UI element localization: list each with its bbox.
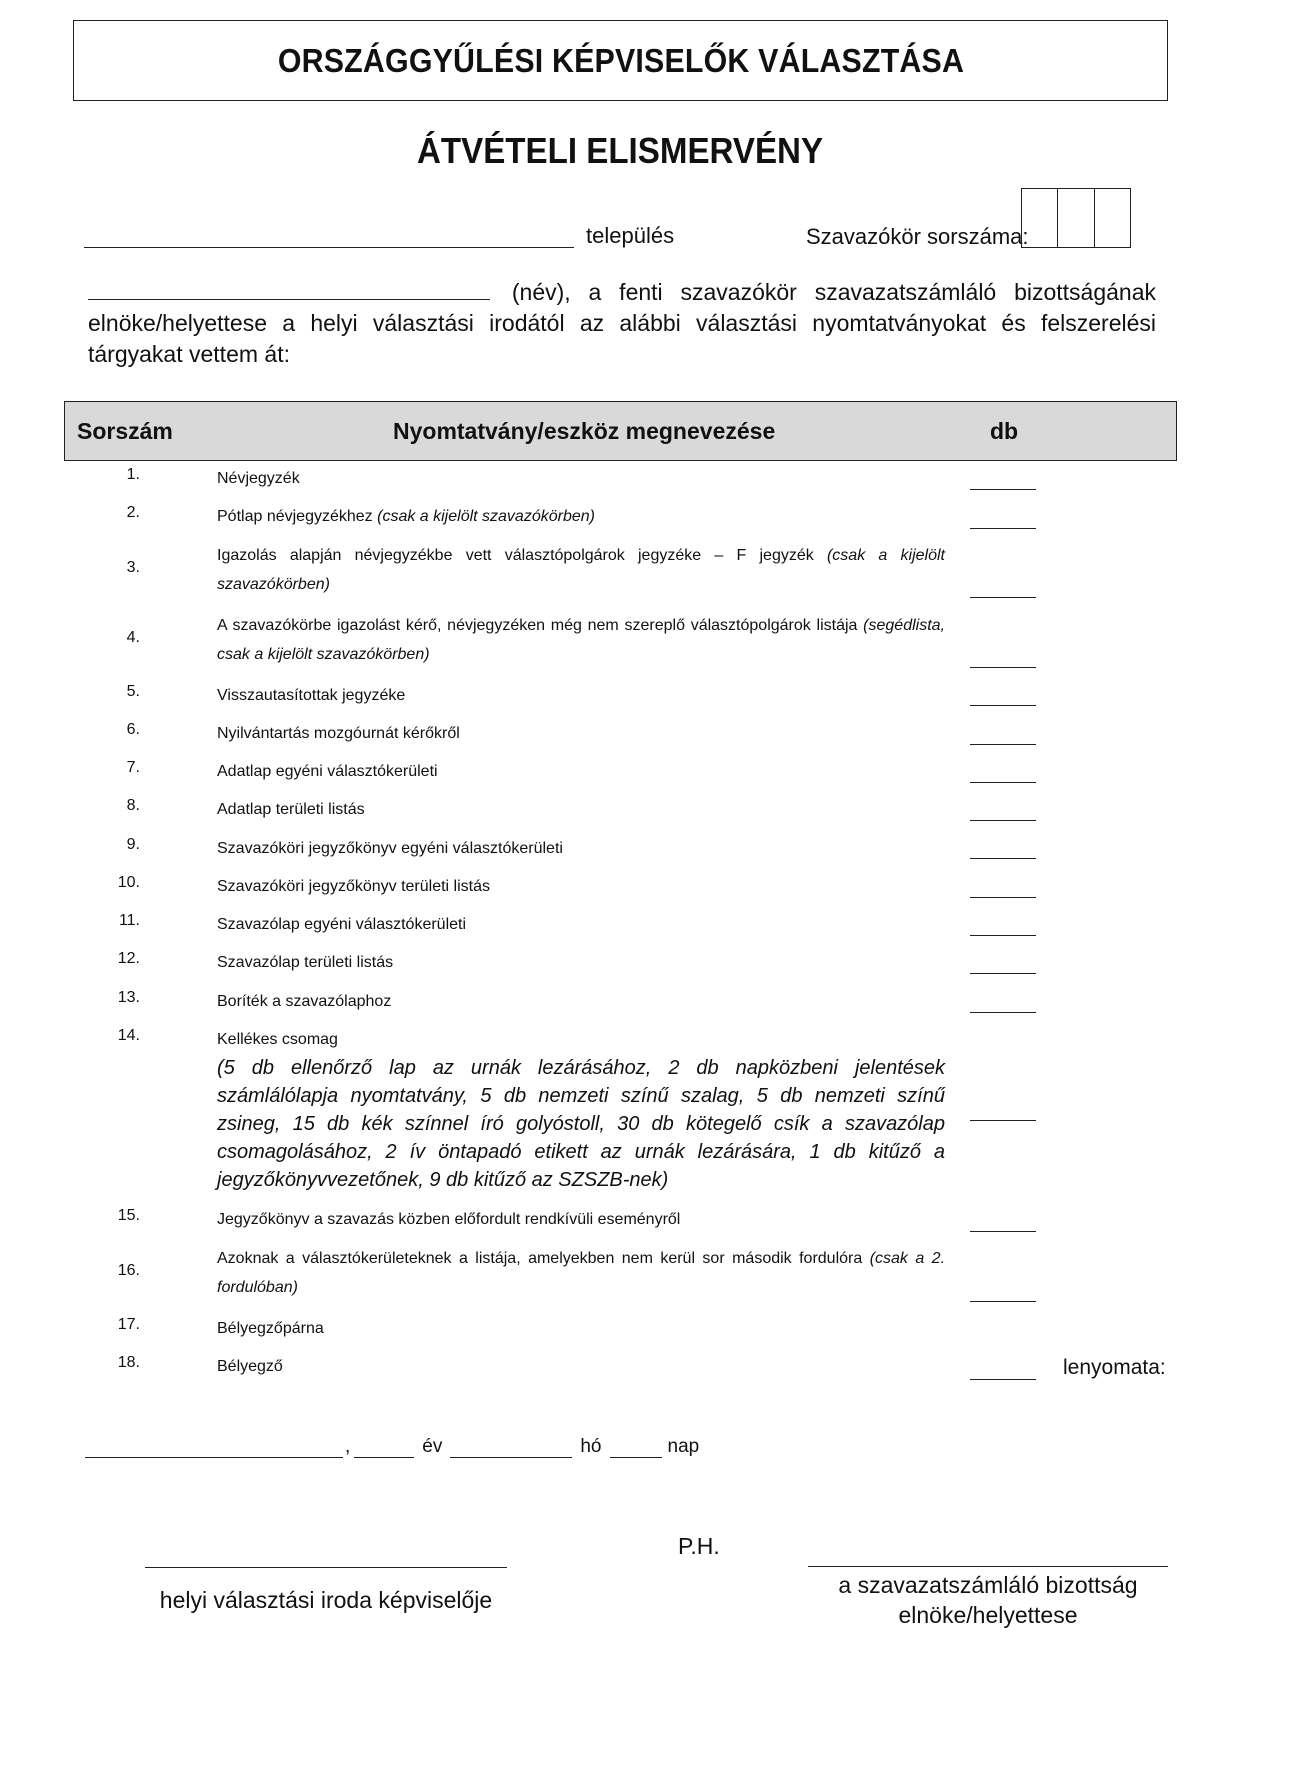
row-item-label: Adatlap területi listás [217,801,365,818]
row-number: 2. [126,504,140,521]
row-item-name [217,1025,945,1194]
row-quantity-field[interactable] [970,744,1036,745]
row-item-label: Visszautasítottak jegyzéke [217,687,406,704]
date-place-field[interactable] [85,1443,343,1458]
row-quantity-field[interactable] [970,528,1036,529]
serial-digit-1[interactable] [1022,189,1058,247]
row-item-name [217,1244,945,1302]
name-field[interactable] [88,279,490,300]
row-item-note: (csak a kijelölt szavazókörben) [217,547,945,593]
row-item-label: Pótlap névjegyzékhez [217,508,378,525]
header-title: ORSZÁGGYŰLÉSI KÉPVISELŐK VÁLASZTÁSA [277,41,964,79]
row-number: 16. [117,1262,140,1279]
row-number: 13. [117,989,140,1006]
row-item-name [217,541,945,599]
header-sorszam: Sorszám [77,418,173,444]
row-item-name [217,757,945,786]
left-signature-label: helyi választási iroda képviselője [159,1587,493,1613]
header-db: db [990,418,1019,444]
row-number: 6. [126,721,140,738]
telepules-label: település [586,223,675,248]
date-separator: , [345,1436,351,1457]
row-quantity-field[interactable] [970,705,1036,706]
row-number: 5. [126,683,140,700]
date-month-label: hó [580,1436,602,1457]
row-number: 3. [126,559,140,576]
row-item-label: Szavazóköri jegyzőkönyv egyéni választókerületi [217,840,563,857]
header-box [73,20,1168,101]
row-number: 18. [117,1354,140,1371]
date-year-field[interactable] [354,1443,414,1458]
table-header [64,401,1177,461]
row-item-label: Bélyegzőpárna [217,1320,324,1337]
row-item-note: (csak a kijelölt szavazókörben) [377,508,595,525]
date-month-field[interactable] [450,1443,572,1458]
row-number: 9. [126,836,140,853]
header-megnevezes: Nyomtatvány/eszköz megnevezése [393,418,776,444]
row-quantity-field[interactable] [970,1120,1036,1121]
row-item-label: Szavazólap egyéni választókerületi [217,916,467,933]
telepules-field[interactable] [84,247,574,248]
left-signature-line[interactable] [145,1567,507,1568]
date-year-label: év [422,1436,443,1457]
row-quantity-field[interactable] [970,820,1036,821]
row-item-note: (csak a 2. fordulóban) [217,1250,946,1296]
row-item-name [217,502,945,531]
row-item-name [217,795,945,824]
row-item-name [217,872,945,901]
date-day-label: nap [667,1436,700,1457]
row-item-note: (5 db ellenőrző lap az urnák lezárásához, 2 db napközbeni jelentések számlálólapja nyomtatvány, 5 db nemzeti színű szalag, 5 db nemzeti színű zsineg, 15 db kék színnel író golyóstoll, 30 db kötegelő csík a szavazólap csomagolásához, 2 ív öntapadó etikett az urnák lezárására, 1 db kitűző a jegyzőkönyvvezetőnek, 9 db kitűző az SZSZB-nek) [217,1057,945,1191]
row-item-label: Boríték a szavazólaphoz [217,993,392,1010]
row-number: 7. [126,759,140,776]
row-quantity-field[interactable] [970,597,1036,598]
row-quantity-field[interactable] [970,489,1036,490]
row-item-name [217,948,945,977]
right-signature-label-2: elnöke/helyettese [898,1602,1078,1628]
row-quantity-field[interactable] [970,897,1036,898]
serial-label: Szavazókör sorszáma: [806,224,1029,249]
row-item-name [217,719,945,748]
row-quantity-field[interactable] [970,858,1036,859]
row-item-name [217,834,945,863]
row-quantity-field[interactable] [970,1231,1036,1232]
date-day-field[interactable] [610,1443,662,1458]
serial-number-boxes[interactable] [1021,188,1131,248]
row-quantity-field[interactable] [970,935,1036,936]
row-quantity-field[interactable] [970,1012,1036,1013]
row-quantity-field[interactable] [970,1379,1036,1380]
row-quantity-field[interactable] [970,667,1036,668]
row-item-label: Igazolás alapján névjegyzékbe vett választópolgárok jegyzéke – F jegyzék [217,547,827,564]
row-item-name [217,681,945,710]
row-number: 17. [117,1316,140,1333]
serial-digit-3[interactable] [1095,189,1130,247]
row-number: 10. [117,874,140,891]
right-signature-label-1: a szavazatszámláló bizottság [838,1572,1138,1598]
row-number: 12. [117,950,140,967]
row-item-name [217,910,945,939]
row-item-name [217,464,945,493]
row-item-label: A szavazókörbe igazolást kérő, névjegyzéken még nem szereplő választópolgárok listája [217,617,864,634]
row-item-name [217,1314,945,1343]
imprint-label: lenyomata: [1063,1356,1166,1379]
row-number: 15. [117,1207,140,1224]
document-title: ÁTVÉTELI ELISMERVÉNY [416,130,824,171]
row-item-name [217,987,945,1016]
serial-digit-2[interactable] [1058,189,1094,247]
row-item-name [217,611,945,669]
date-line [85,1436,699,1458]
row-number: 11. [118,912,140,929]
intro-paragraph [88,277,1156,370]
row-item-label: Adatlap egyéni választókerületi [217,763,438,780]
ph-label: P.H. [678,1533,720,1559]
row-number: 1. [126,466,140,483]
row-number: 4. [126,629,140,646]
row-item-label: Nyilvántartás mozgóurnát kérőkről [217,725,460,742]
row-quantity-field[interactable] [970,973,1036,974]
row-item-note: (segédlista, csak a kijelölt szavazókörben) [217,617,945,663]
row-item-name [217,1205,945,1234]
row-item-label: Azoknak a választókerületeknek a listája, amelyekben nem kerül sor második fordulóra [217,1250,870,1267]
row-item-label: Szavazólap területi listás [217,954,394,971]
row-item-label: Bélyegző [217,1358,283,1375]
row-item-label: Névjegyzék [217,470,300,487]
row-number: 8. [126,797,140,814]
row-item-label: Kellékes csomag [217,1031,338,1048]
row-quantity-field[interactable] [970,1301,1036,1302]
intro-text: (név), a fenti szavazókör szavazatszámláló bizottságának elnöke/helyettese a helyi választási irodától az alábbi választási nyomtatványokat és felszerelési tárgyakat vettem át: [88,279,1157,367]
row-number: 14. [117,1027,140,1044]
right-signature-line[interactable] [808,1566,1168,1567]
row-item-label: Szavazóköri jegyzőkönyv területi listás [217,878,491,895]
row-item-label: Jegyzőkönyv a szavazás közben előfordult rendkívüli eseményről [217,1211,681,1228]
row-quantity-field[interactable] [970,782,1036,783]
row-item-name [217,1352,945,1381]
